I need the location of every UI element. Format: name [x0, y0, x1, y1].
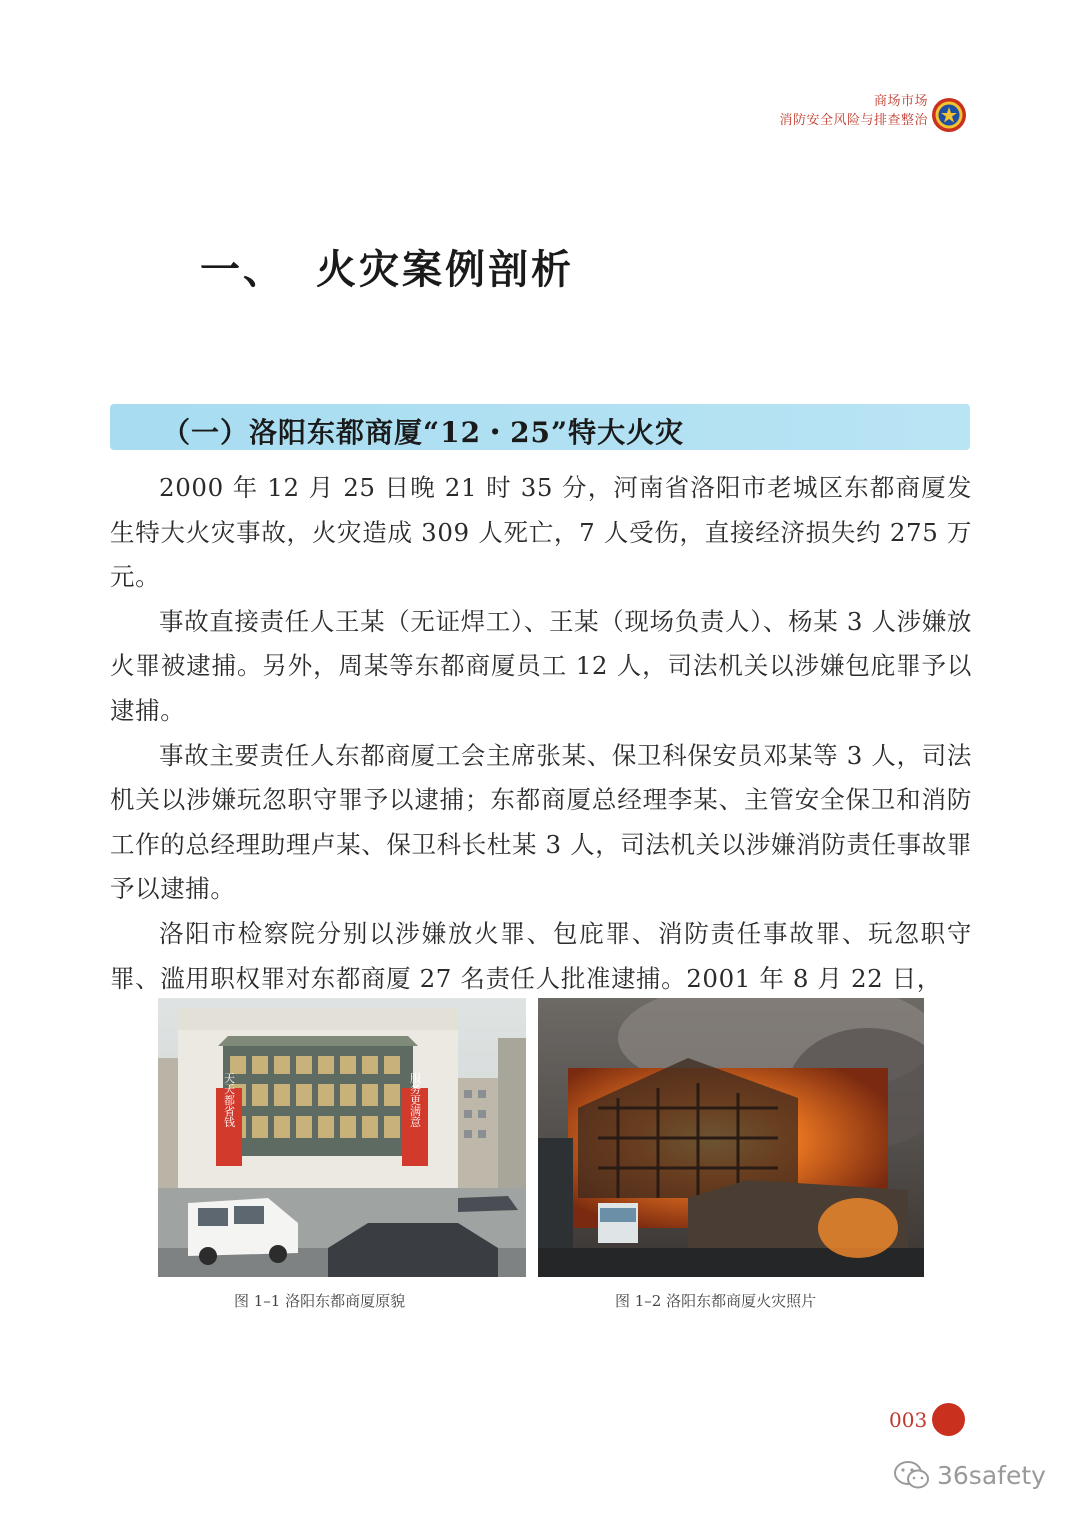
- section-heading-bar: [110, 404, 970, 450]
- watermark-text: 36safety: [937, 1460, 1046, 1490]
- figure-2-photo: [538, 998, 924, 1277]
- banner-right-text: 服务更满意: [408, 1072, 422, 1128]
- chapter-number: 一、: [200, 247, 286, 293]
- chapter-heading: [200, 238, 574, 295]
- paragraph: 事故直接责任人王某（无证焊工）、王某（现场负责人）、杨某 3 人涉嫌放火罪被逮捕。另外，周某等东都商厦员工 12 人，司法机关以涉嫌包庇罪予以逮捕。: [110, 606, 972, 725]
- figure-1-caption: 图 1–1 洛阳东都商厦原貌: [234, 1292, 406, 1310]
- paragraph: 事故主要责任人东都商厦工会主席张某、保卫科保安员邓某等 3 人，司法机关以涉嫌玩忽职守罪予以逮捕；东都商厦总经理李某、主管安全保卫和消防工作的总经理助理卢某、保卫科长杜某 3 人，司法机关以涉嫌消防责任事故罪予以逮捕。: [110, 740, 972, 904]
- paragraph: 洛阳市检察院分别以涉嫌放火罪、包庇罪、消防责任事故罪、玩忽职守罪、滥用职权罪对东都商厦 27 名责任人批准逮捕。2001 年 8 月 22 日，: [110, 918, 972, 993]
- figure-2-caption: 图 1–2 洛阳东都商厦火灾照片: [615, 1292, 817, 1310]
- header-line-2: 消防安全风险与排查整治: [779, 113, 928, 128]
- watermark: [893, 1460, 1046, 1490]
- paragraph: 2000 年 12 月 25 日晚 21 时 35 分，河南省洛阳市老城区东都商厦发生特大火灾事故，火灾造成 309 人死亡，7 人受伤，直接经济损失约 275 万元。: [110, 473, 972, 592]
- fire-rescue-emblem-icon: [931, 97, 967, 133]
- chapter-title: 火灾案例剖析: [316, 247, 574, 293]
- page-marker-dot: [932, 1403, 965, 1436]
- wechat-icon: [893, 1460, 931, 1490]
- banner-left-text: 天天都省钱: [222, 1072, 236, 1128]
- section-title: （一）洛阳东都商厦“12・25”特大火灾: [162, 416, 685, 449]
- header-line-1: 商场市场: [873, 94, 928, 109]
- figure-1-photo: [158, 998, 526, 1277]
- page-number: 003: [889, 1408, 928, 1432]
- running-header: [779, 92, 928, 130]
- body-text: [110, 466, 972, 1001]
